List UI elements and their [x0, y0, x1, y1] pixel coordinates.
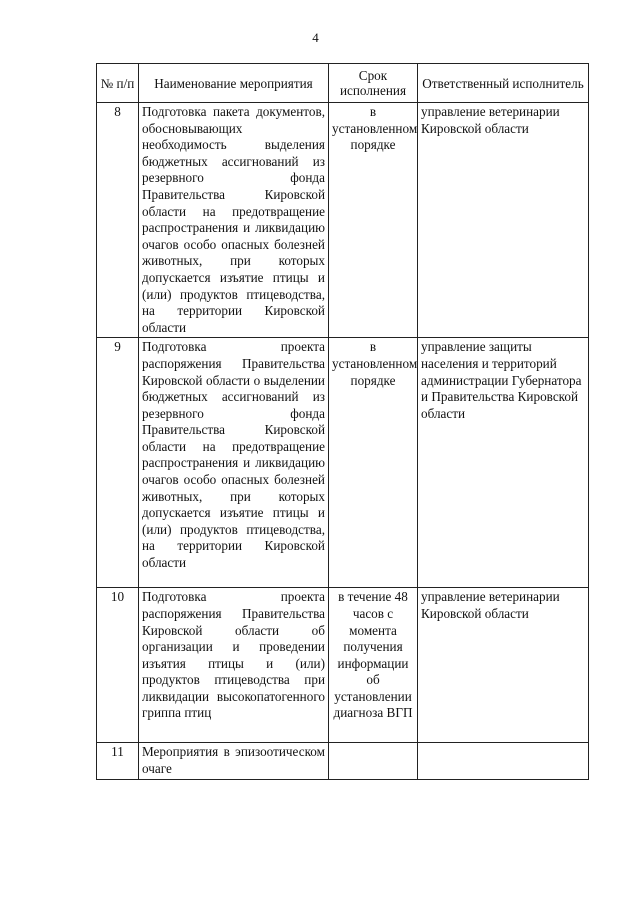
row-responsible: управление ветеринарии Кировской области	[418, 588, 589, 743]
row-measure-name: Подготовка проекта распоряжения Правительства Кировской области о выделении бюджетных ассигнований из резервного фонда Правительства Кировской области на предотвращение распространения и ликвидацию очагов особо опасных болезней животных, при которых допускается изъятие птицы и (или) продуктов птицеводства, на территории Кировской области	[139, 338, 329, 588]
row-number: 9	[97, 338, 139, 588]
header-responsible: Ответственный исполнитель	[418, 64, 589, 103]
row-term: в установленном порядке	[329, 103, 418, 338]
measures-table	[96, 63, 589, 780]
row-number: 10	[97, 588, 139, 743]
row-number: 11	[97, 743, 139, 780]
row-term: в установленном порядке	[329, 338, 418, 588]
row-number: 8	[97, 103, 139, 338]
row-responsible: управление защиты населения и территорий администрации Губернатора и Правительства Кировской области	[418, 338, 589, 588]
table-row	[97, 338, 589, 588]
row-measure-name: Подготовка пакета документов, обосновывающих необходимость выделения бюджетных ассигнований из резервного фонда Правительства Кировской области на предотвращение распространения и ликвидацию очагов особо опасных болезней животных, при которых допускается изъятие птицы и (или) продуктов птицеводства, на территории Кировской области	[139, 103, 329, 338]
header-term: Срок исполнения	[329, 64, 418, 103]
row-responsible: управление ветеринарии Кировской области	[418, 103, 589, 338]
header-num: № п/п	[97, 64, 139, 103]
table-row	[97, 743, 589, 780]
row-term	[329, 743, 418, 780]
row-responsible	[418, 743, 589, 780]
row-measure-name: Подготовка проекта распоряжения Правительства Кировской области об организации и проведении изъятия птицы и (или) продуктов птицеводства при ликвидации высокопатогенного гриппа птиц	[139, 588, 329, 743]
row-term: в течение 48 часов с момента получения информации об установлении диагноза ВГП	[329, 588, 418, 743]
table-row	[97, 103, 589, 338]
table-header-row	[97, 64, 589, 103]
table-row	[97, 588, 589, 743]
header-name: Наименование мероприятия	[139, 64, 329, 103]
page-number: 4	[312, 30, 319, 45]
row-measure-name: Мероприятия в эпизоотическом очаге	[139, 743, 329, 780]
